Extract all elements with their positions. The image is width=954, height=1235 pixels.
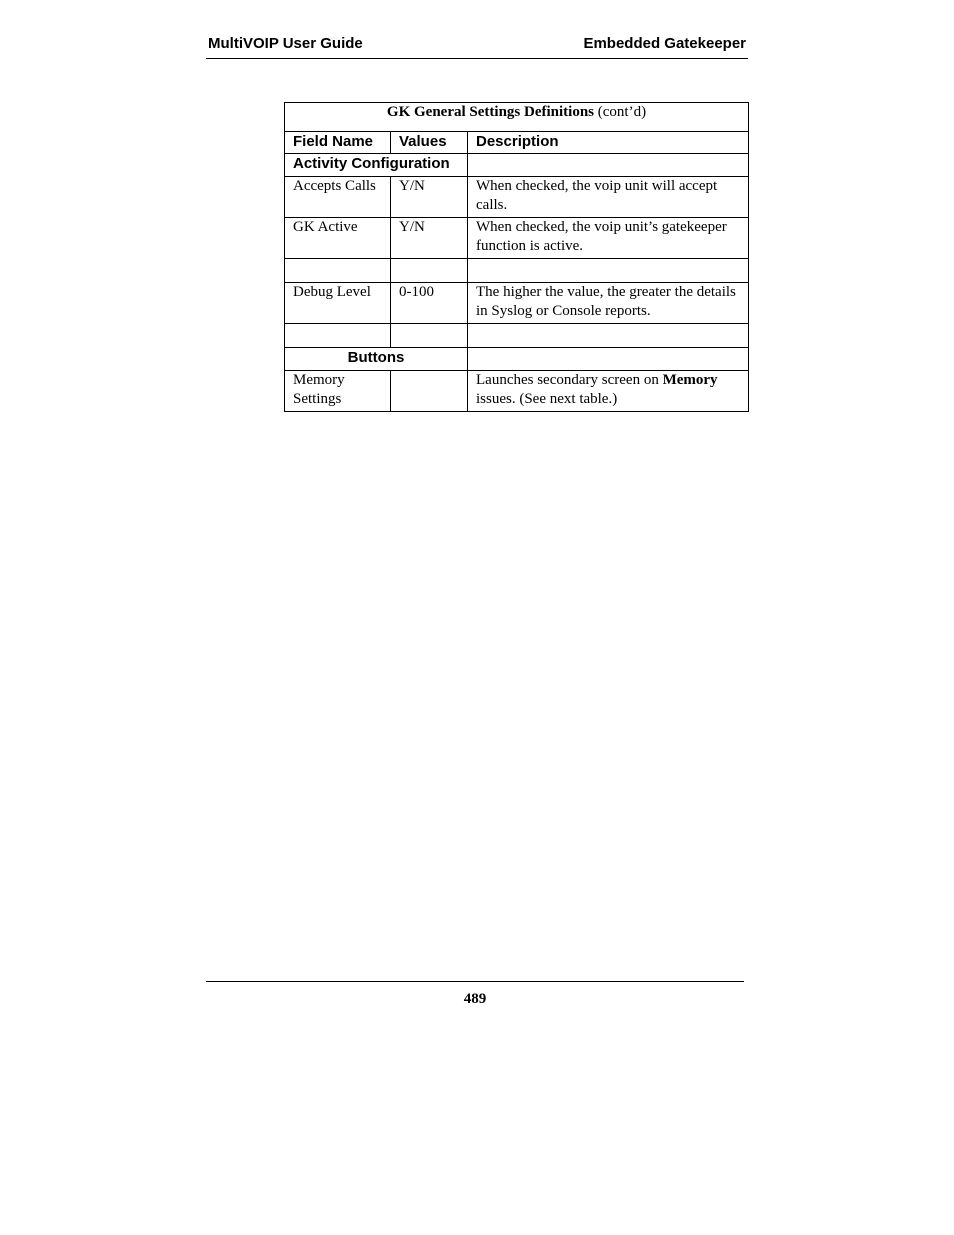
column-header-values: Values	[391, 132, 468, 154]
section-row-buttons	[285, 348, 749, 371]
description-cell	[468, 371, 749, 412]
empty-table-row	[285, 259, 749, 283]
description-cell: When checked, the voip unit’s gatekeeper function is active.	[468, 218, 749, 259]
field-name-cell: GK Active	[285, 218, 391, 259]
field-name-cell: Accepts Calls	[285, 177, 391, 218]
table-title-main: GK General Settings Definitions	[386, 104, 594, 120]
column-header-description: Description	[468, 132, 749, 154]
table-row	[285, 283, 749, 324]
values-cell: Y/N	[391, 218, 468, 259]
table-title	[285, 103, 749, 132]
section-title-buttons: Buttons	[285, 348, 468, 371]
description-text: Launches secondary screen on	[476, 372, 663, 388]
empty-cell	[285, 324, 391, 348]
empty-cell	[285, 259, 391, 283]
section-empty-cell	[468, 348, 749, 371]
description-cell: When checked, the voip unit will accept calls.	[468, 177, 749, 218]
field-name-cell: Memory Settings	[285, 371, 391, 412]
empty-cell	[391, 259, 468, 283]
description-cell: The higher the value, the greater the details in Syslog or Console reports.	[468, 283, 749, 324]
footer-rule	[206, 981, 744, 982]
table-title-row	[285, 103, 749, 132]
chapter-title: Embedded Gatekeeper	[583, 35, 746, 52]
values-cell: Y/N	[391, 177, 468, 218]
section-title-activity: Activity Configuration	[285, 154, 468, 177]
column-header-field-name: Field Name	[285, 132, 391, 154]
document-title: MultiVOIP User Guide	[208, 35, 363, 52]
table-header-row	[285, 132, 749, 154]
values-cell	[391, 371, 468, 412]
page-header	[206, 33, 748, 59]
table-row	[285, 218, 749, 259]
empty-table-row	[285, 324, 749, 348]
table-row	[285, 371, 749, 412]
empty-cell	[468, 324, 749, 348]
definitions-table	[284, 102, 749, 412]
table-title-suffix: (cont’d)	[594, 104, 647, 120]
values-cell: 0-100	[391, 283, 468, 324]
empty-cell	[391, 324, 468, 348]
description-bold-text: Memory	[662, 372, 718, 388]
section-empty-cell	[468, 154, 749, 177]
description-text: issues. (See next table.)	[476, 391, 618, 407]
page-number: 489	[463, 991, 487, 1007]
table-row	[285, 177, 749, 218]
empty-cell	[468, 259, 749, 283]
field-name-cell: Debug Level	[285, 283, 391, 324]
section-row-activity	[285, 154, 749, 177]
